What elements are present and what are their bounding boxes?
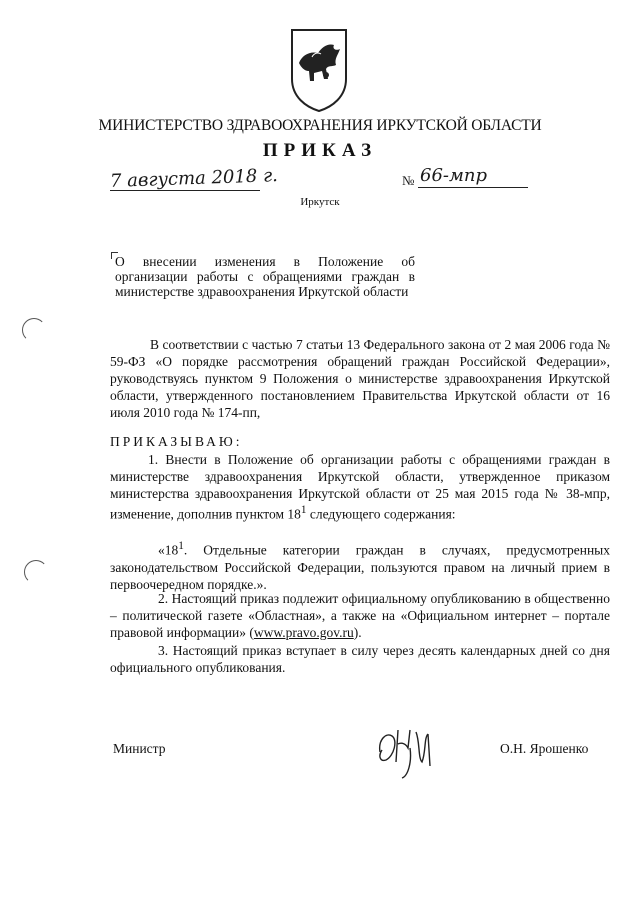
punch-hole-mark: [22, 318, 46, 342]
coat-of-arms-emblem: [288, 27, 350, 113]
punch-hole-mark: [24, 560, 48, 584]
date-underline: [110, 190, 260, 191]
signatory-name: О.Н. Ярошенко: [500, 741, 589, 756]
ministry-name: МИНИСТЕРСТВО ЗДРАВООХРАНЕНИЯ ИРКУТСКОЙ ОБЛАСТИ: [98, 117, 542, 134]
quote-superscript: 1: [178, 540, 184, 552]
preamble-paragraph: В соответствии с частью 7 статьи 13 Федерального закона от 2 мая 2006 года № 59-ФЗ «О порядке рассмотрения обращений граждан Российской Федерации», руководствуясь пунктом 9 Положения о министерстве здравоохранения Иркутской области, утвержденного постановлением Правительства Иркутской области от 16 июля 2010 года № 174-пп,: [110, 337, 610, 420]
item-2-text-end: ).: [353, 625, 362, 640]
item-3-paragraph: 3. Настоящий приказ вступает в силу через десять календарных дней со дня официального опубликования.: [110, 643, 610, 675]
item-1-text: 1. Внести в Положение об организации работы с обращениями граждан в министерстве здравоохранения Иркутской области, утвержденное приказом министерства здравоохранения Иркутской области от 25 мая 2015 года № 38-мпр, изменение, дополнив пунктом 18: [110, 452, 610, 522]
document-type-title: ПРИКАЗ: [262, 140, 378, 161]
item-1-superscript: 1: [300, 504, 307, 516]
number-prefix: №: [402, 173, 415, 188]
number-underline: [418, 187, 528, 188]
handwritten-signature: [372, 722, 452, 782]
item-2-text: 2. Настоящий приказ подлежит официальному опубликованию в общественно – политической газете «Областная», а также на «Официальном интернет – портале правовой информации» (: [110, 591, 610, 640]
handwritten-order-number: 66-мпр: [420, 165, 488, 186]
signatory-position: Министр: [113, 741, 166, 756]
item-2-paragraph: [110, 590, 610, 641]
order-subject: О внесении изменения в Положение об организации работы с обращениями граждан в министерстве здравоохранения Иркутской области: [115, 254, 415, 299]
item-1-paragraph: [110, 451, 610, 523]
handwritten-date: 7 августа 2018 г.: [109, 165, 279, 192]
quoted-clause-paragraph: [110, 538, 610, 593]
quote-text: . Отдельные категории граждан в случаях, предусмотренных законодательством Российской Федерации, пользуются правом на личный прием в первоочередном порядке.».: [110, 542, 610, 592]
city-name: Иркутск: [300, 196, 340, 208]
quote-text-start: «18: [158, 542, 179, 558]
item-1-text-end: следующего содержания:: [306, 506, 456, 522]
order-directive-word: ПРИКАЗЫВАЮ:: [110, 434, 243, 449]
pravo-gov-link[interactable]: www.pravo.gov.ru: [253, 625, 354, 640]
